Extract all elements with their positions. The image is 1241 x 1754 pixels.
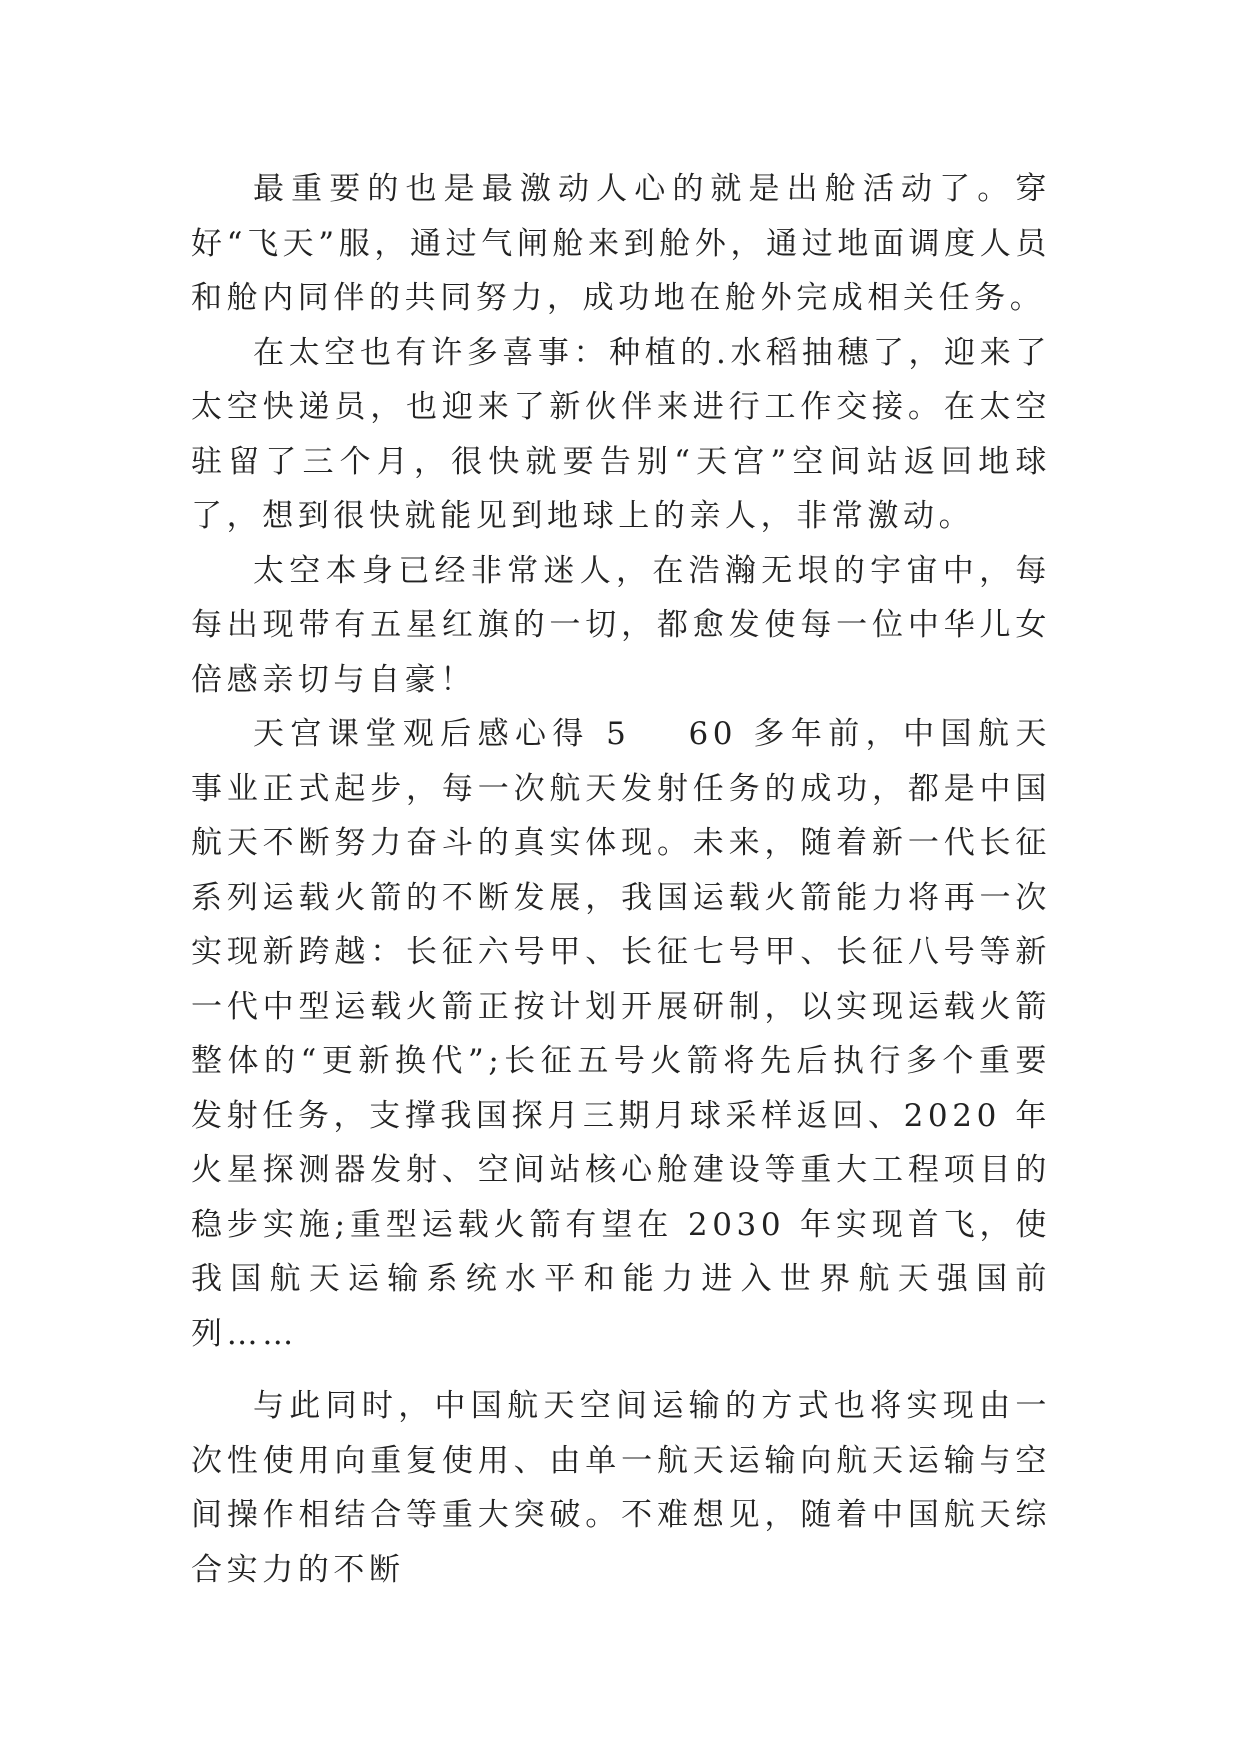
section-body: 60 多年前，中国航天事业正式起步，每一次航天发射任务的成功，都是中国航天不断努力奋斗的真实体现。未来，随着新一代长征系列运载火箭的不断发展，我国运载火箭能力将再一次实现新跨越：长征六号甲、长征七号甲、长征八号等新一代中型运载火箭正按计划开展研制，以实现运载火箭整体的“更新换代”;长征五号火箭将先后执行多个重要发射任务，支撑我国探月三期月球采样返回、2020 年火星探测器发射、空间站核心舱建设等重大工程项目的稳步实施;重型运载火箭有望在 2030 年实现首飞，使我国航天运输系统水平和能力进入世界航天强国前列……	[191, 716, 1051, 1352]
section-title: 天宫课堂观后感心得 5	[253, 716, 631, 752]
document-body	[191, 162, 1051, 1597]
paragraph-spacewalk: 最重要的也是最激动人心的就是出舱活动了。穿好“飞天”服，通过气闸舱来到舱外，通过地面调度人员和舱内同伴的共同努力，成功地在舱外完成相关任务。	[191, 171, 1051, 316]
paragraph-pride: 太空本身已经非常迷人，在浩瀚无垠的宇宙中，每每出现带有五星红旗的一切，都愈发使每一位中华儿女倍感亲切与自豪！	[191, 552, 1051, 698]
paragraph-closing: 与此同时，中国航天空间运输的方式也将实现由一次性使用向重复使用、由单一航天运输向航天运输与空间操作相结合等重大突破。不难想见，随着中国航天综合实力的不断	[191, 1388, 1051, 1588]
paragraph-good-news: 在太空也有许多喜事：种植的.水稻抽穗了，迎来了太空快递员，也迎来了新伙伴来进行工作交接。在太空驻留了三个月，很快就要告别“天宫”空间站返回地球了，想到很快就能见到地球上的亲人，非常激动。	[191, 334, 1051, 534]
section-essay-5	[191, 707, 1051, 1361]
